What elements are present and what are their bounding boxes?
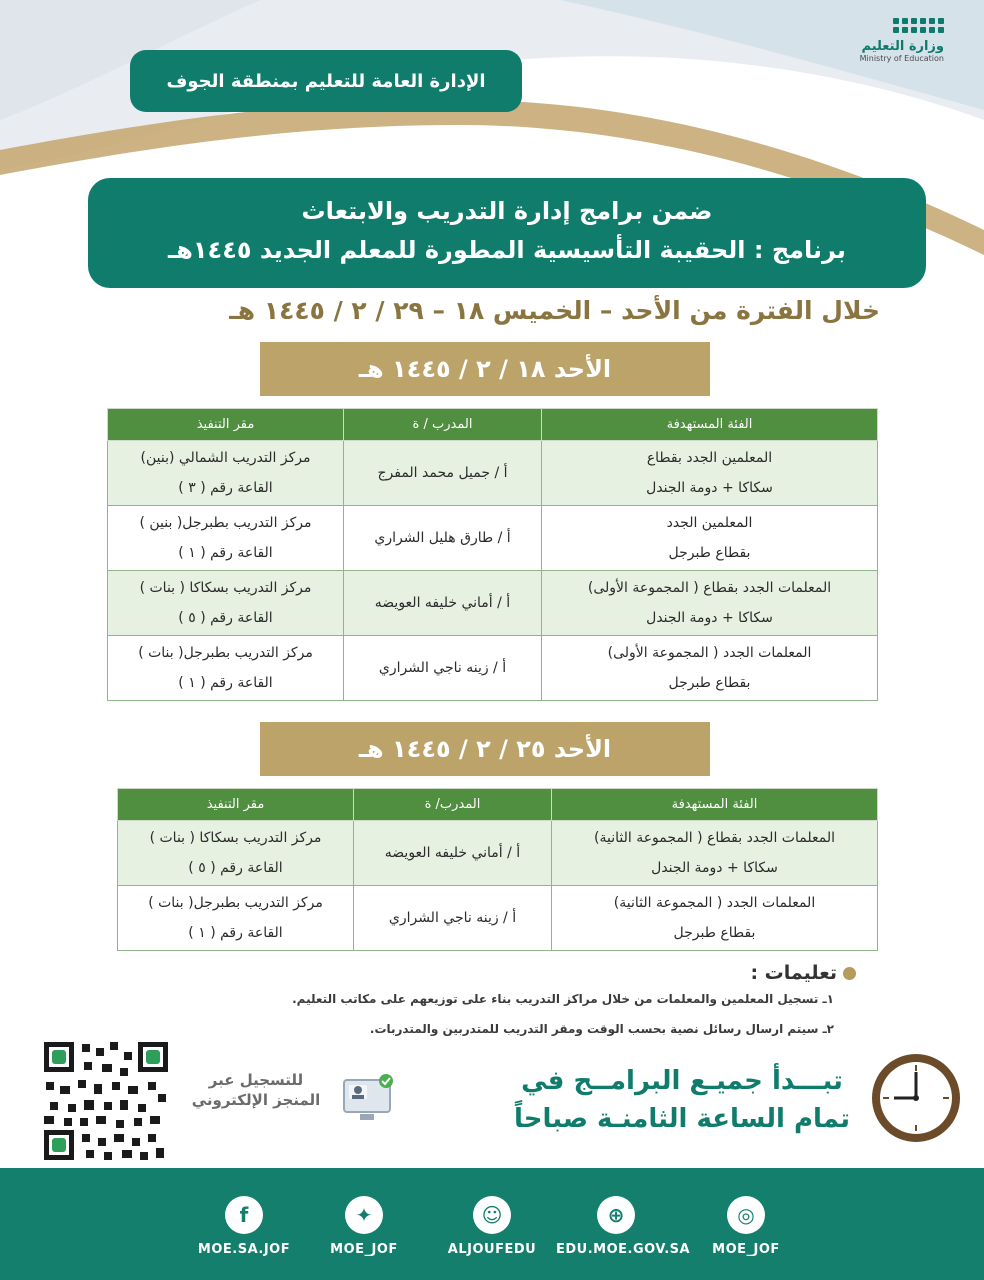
venue-cell xyxy=(108,571,344,636)
venue-line: مركز التدريب بسكاكا ( بنات ) xyxy=(149,830,322,846)
target-line: بقطاع طبرجل xyxy=(668,545,751,561)
venue-line: القاعة رقم ( ١ ) xyxy=(178,675,273,691)
region-badge: الإدارة العامة للتعليم بمنطقة الجوف xyxy=(130,50,522,112)
venue-line: مركز التدريب بطبرجل( بنات ) xyxy=(148,895,323,911)
ministry-logo xyxy=(824,18,944,63)
period-text: خلال الفترة من الأحد – الخميس ١٨ – ٢٩ / ٢ / ١٤٤٥ هـ xyxy=(229,296,880,325)
venue-line: القاعة رقم ( ٣ ) xyxy=(178,480,273,496)
qr-code-icon[interactable] xyxy=(40,1038,172,1164)
venue-line: مركز التدريب بطبرجل( بنات ) xyxy=(138,645,313,661)
column-header: مقر التنفيذ xyxy=(118,789,354,821)
venue-cell xyxy=(118,821,354,886)
program-title-line1: ضمن برامج إدارة التدريب والابتعاث xyxy=(301,197,713,225)
venue-cell xyxy=(118,886,354,951)
program-title-line2: برنامج : الحقيبة التأسيسية المطورة للمعلم الجديد ١٤٤٥هـ xyxy=(168,236,846,264)
logo-dots-icon xyxy=(824,18,944,33)
trainer-cell: أ / زينه ناجي الشراري xyxy=(354,886,552,951)
start-line: تمام الساعة الثامنـة صباحاً xyxy=(513,1104,850,1134)
social-twitter[interactable] xyxy=(304,1196,424,1257)
instruction-item: ٢ـ سيتم ارسال رسائل نصية بحسب الوقت ومقر التدريب للمتدربين والمتدربات. xyxy=(369,1022,834,1036)
target-line: بقطاع طبرجل xyxy=(673,925,756,941)
social-label: EDU.MOE.GOV.SA xyxy=(556,1242,691,1257)
trainer-cell: أ / أماني خليفه العويضه xyxy=(354,821,552,886)
table-row xyxy=(108,571,878,636)
instructions-title xyxy=(750,962,856,984)
target-line: المعلمين الجدد بقطاع xyxy=(646,450,773,466)
target-line: بقطاع طبرجل xyxy=(668,675,751,691)
target-cell xyxy=(542,441,878,506)
social-label: MOE.SA.JOF xyxy=(197,1242,291,1257)
computer-screen-icon xyxy=(340,1072,396,1124)
column-header: مقر التنفيذ xyxy=(108,409,344,441)
facebook-icon: f xyxy=(225,1196,263,1234)
venue-line: مركز التدريب الشمالي (بنين) xyxy=(140,450,311,466)
social-label: MOE_JOF xyxy=(330,1242,398,1257)
target-line: المعلمات الجدد بقطاع ( المجموعة الأولى) xyxy=(587,580,832,596)
table-row xyxy=(108,441,878,506)
venue-line: القاعة رقم ( ١ ) xyxy=(188,925,283,941)
target-line: المعلمين الجدد xyxy=(666,515,753,531)
venue-line: القاعة رقم ( ٥ ) xyxy=(188,860,283,876)
target-line: سكاكا + دومة الجندل xyxy=(646,610,773,626)
snapchat-icon: ☺ xyxy=(473,1196,511,1234)
target-line: سكاكا + دومة الجندل xyxy=(651,860,778,876)
trainer-cell: أ / زينه ناجي الشراري xyxy=(344,636,542,701)
target-cell xyxy=(542,571,878,636)
social-website[interactable] xyxy=(556,1196,691,1257)
venue-cell xyxy=(108,441,344,506)
venue-cell xyxy=(108,636,344,701)
target-cell xyxy=(542,506,878,571)
instruction-item: ١ـ تسجيل المعلمين والمعلمات من خلال مراكز التدريب بناء على توزيعهم على مكاتب التعليم. xyxy=(292,992,834,1006)
social-label: ALJOUFEDU xyxy=(447,1242,537,1257)
target-cell xyxy=(552,886,878,951)
venue-line: مركز التدريب بطبرجل( بنين ) xyxy=(139,515,312,531)
table-header-row xyxy=(108,409,878,441)
twitter-icon: ✦ xyxy=(345,1196,383,1234)
start-line: تبـــدأ جميـع البرامــج في xyxy=(521,1066,843,1096)
ministry-name-en: Ministry of Education xyxy=(859,54,944,63)
venue-line: القاعة رقم ( ٥ ) xyxy=(178,610,273,626)
table-header-row xyxy=(118,789,878,821)
session-date-banner: الأحد ١٨ / ٢ / ١٤٤٥ هـ xyxy=(260,342,710,396)
target-line: المعلمات الجدد بقطاع ( المجموعة الثانية) xyxy=(594,830,835,846)
session-date-banner: الأحد ٢٥ / ٢ / ١٤٤٥ هـ xyxy=(260,722,710,776)
table-row xyxy=(118,821,878,886)
globe-icon: ⊕ xyxy=(597,1196,635,1234)
venue-line: مركز التدريب بسكاكا ( بنات ) xyxy=(139,580,312,596)
schedule-table xyxy=(107,408,878,701)
schedule-table xyxy=(117,788,878,951)
bullet-icon xyxy=(843,967,856,980)
trainer-cell: أ / أماني خليفه العويضه xyxy=(344,571,542,636)
registration-line: للتسجيل عبر xyxy=(208,1071,304,1089)
registration-label xyxy=(186,1070,326,1110)
registration-line: المنجز الإلكتروني xyxy=(191,1091,321,1109)
column-header: المدرب / ة xyxy=(344,409,542,441)
target-line: المعلمات الجدد ( المجموعة الثانية) xyxy=(613,895,816,911)
column-header: الفئة المستهدفة xyxy=(542,409,878,441)
ministry-name-ar: وزارة التعليم xyxy=(861,39,944,54)
target-line: سكاكا + دومة الجندل xyxy=(646,480,773,496)
column-header: الفئة المستهدفة xyxy=(552,789,878,821)
trainer-cell: أ / جميل محمد المفرج xyxy=(344,441,542,506)
venue-cell xyxy=(108,506,344,571)
target-cell xyxy=(542,636,878,701)
start-time-text xyxy=(502,1062,862,1138)
instagram-icon: ◎ xyxy=(727,1196,765,1234)
venue-line: القاعة رقم ( ١ ) xyxy=(178,545,273,561)
social-facebook[interactable] xyxy=(184,1196,304,1257)
table-row xyxy=(108,506,878,571)
social-instagram[interactable] xyxy=(686,1196,806,1257)
table-row xyxy=(108,636,878,701)
trainer-cell: أ / طارق هليل الشراري xyxy=(344,506,542,571)
social-snapchat[interactable] xyxy=(432,1196,552,1257)
table-row xyxy=(118,886,878,951)
instructions-title-text: تعليمات : xyxy=(750,962,837,984)
target-cell xyxy=(552,821,878,886)
target-line: المعلمات الجدد ( المجموعة الأولى) xyxy=(607,645,812,661)
clock-icon xyxy=(866,1050,966,1146)
column-header: المدرب/ ة xyxy=(354,789,552,821)
social-label: MOE_JOF xyxy=(712,1242,780,1257)
program-title-box xyxy=(88,178,926,288)
